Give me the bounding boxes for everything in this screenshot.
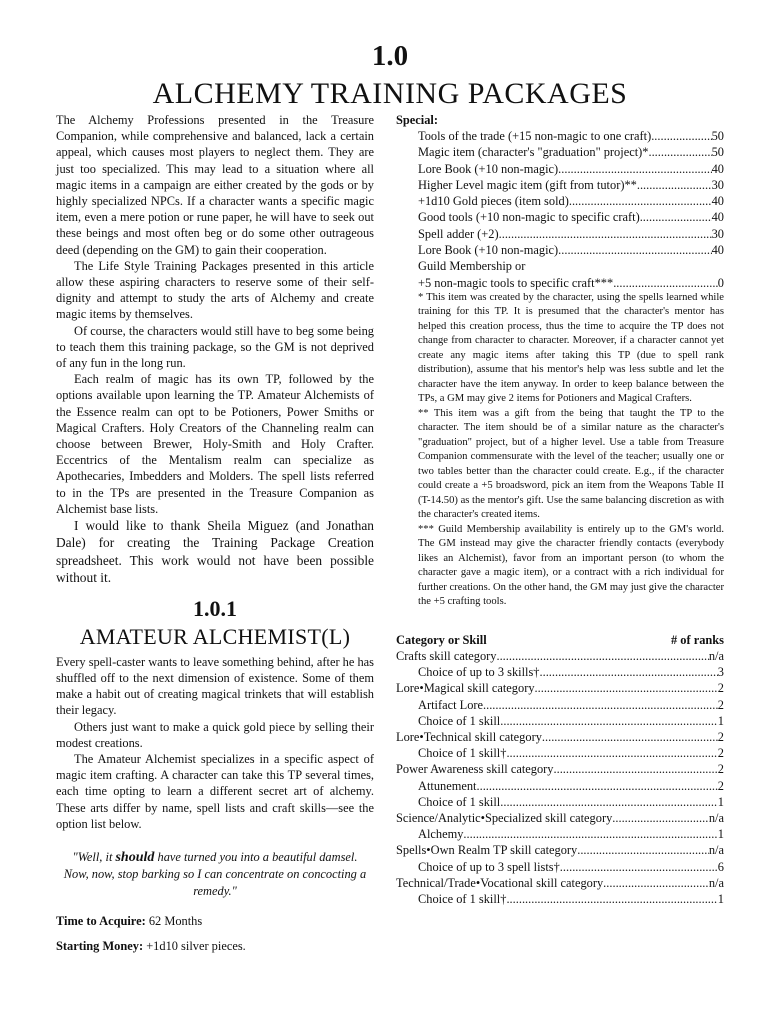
chapter-number: 1.0 (371, 40, 409, 72)
section-paragraph-1: Every spell-caster wants to leave something behind, after he has shuffled off to the next dimension of existence. Some of them make a habit out of creating magical trinkets that will establish their legacy. (56, 654, 374, 718)
skills-table-header (396, 632, 724, 648)
skill-label: Choice of up to 3 spell lists† (418, 859, 560, 874)
skill-ranks: 1 (717, 713, 724, 728)
table-row (396, 729, 724, 745)
skill-ranks: 6 (717, 859, 724, 874)
money-value: +1d10 silver pieces. (146, 939, 246, 954)
special-item (396, 226, 724, 242)
table-row (396, 713, 724, 729)
right-column (396, 112, 724, 907)
skill-ranks: n/a (708, 875, 724, 890)
flavor-quote (60, 849, 370, 900)
intro-paragraph-1: The Alchemy Professions presented in the Treasure Companion, while comprehensive and balanced, lack a certain appeal, which causes most players to neglect them. They are just too specialized. This may lead to a situation where all magic items in a campaign are either created by the gods or by highly specialized NPCs. If a character wants a specific magic item, even a mere potion or rune paper, he will have to seek out these beings and most often beg or do some other outrageous deed (depending on the GM) to gain their cooperation. (56, 113, 374, 257)
special-item-label: +1d10 Gold pieces (item sold) (418, 194, 569, 209)
skill-label: Attunement (418, 778, 477, 793)
special-item-value: 0 (717, 275, 724, 290)
quote-emphasis: should (115, 849, 155, 865)
table-row (396, 794, 724, 810)
guild-line: Guild Membership or (418, 259, 526, 274)
skill-label: Alchemy (418, 827, 464, 842)
skill-ranks: n/a (708, 811, 724, 825)
table-row (396, 697, 724, 713)
special-item (396, 177, 724, 193)
table-row (396, 859, 724, 875)
special-item-label: Magic item (character's "graduation" project)* (418, 145, 649, 160)
special-item-label: Spell adder (+2) (418, 226, 499, 241)
table-row (396, 680, 724, 696)
quote-start: "Well, it (72, 849, 116, 864)
special-item (396, 242, 724, 258)
column-ranks: # of ranks (670, 632, 724, 647)
skill-label: Choice of 1 skill (418, 794, 501, 809)
starting-money (56, 938, 374, 954)
special-item (396, 144, 724, 160)
special-item-value: 40 (711, 210, 724, 225)
skills-table (396, 648, 724, 907)
special-item-value: 40 (711, 243, 724, 258)
skill-ranks: 1 (717, 794, 724, 809)
special-item (396, 161, 724, 177)
skill-ranks: 2 (717, 697, 724, 712)
special-item (396, 128, 724, 144)
special-item-value: 30 (711, 177, 724, 192)
table-row (396, 875, 724, 891)
special-item-value: 50 (711, 145, 724, 160)
skill-ranks: 2 (717, 762, 724, 777)
skill-ranks: 1 (717, 892, 724, 907)
intro-paragraph-3: Of course, the characters would still have to beg some being to teach them this training package, so the GM is not deprived of any fun in the long run. (56, 323, 374, 371)
skill-ranks: 3 (717, 665, 724, 680)
skill-label: Choice of 1 skill (418, 713, 501, 728)
skill-label: Science/Analytic•Specialized skill category (396, 811, 613, 825)
column-category: Category or Skill (396, 632, 487, 647)
section-paragraph-2: Others just want to make a quick gold piece by selling their modest creations. (56, 719, 374, 750)
table-row (396, 842, 724, 858)
skill-ranks: n/a (708, 648, 724, 663)
special-item-value: 50 (711, 129, 724, 143)
special-item-label: +5 non-magic tools to specific craft*** (418, 275, 614, 290)
section-paragraph-3: The Amateur Alchemist specializes in a specific aspect of magic item crafting. A character can take this TP several times, each time opting to learn a different secret art of alchemy. These arts differ by name, spell lists and craft skills—see the option list below. (56, 751, 374, 831)
special-item (396, 209, 724, 225)
skill-label: Spells•Own Realm TP skill category (396, 843, 578, 858)
thanks-paragraph: I would like to thank Sheila Miguez (and Jonathan Dale) for creating the Training Package Creation spreadsheet. This work would not have been possible without it. (56, 518, 374, 586)
quote-end: have turned you into a beautiful damsel. Now, now, stop barking so I can concentrate on concocting a remedy." (63, 849, 367, 898)
skill-label: Lore•Magical skill category (396, 681, 535, 696)
special-item-label: Tools of the trade (+15 non-magic to one craft) (418, 129, 652, 143)
footnote-1: * This item was created by the character, using the spells learned while training for this TP. It is presumed that the character's mentor has helped this creation process, thus the time to acquire the TP does not change from character to character. Moreover, if a character cannot yet create any magic items after taking this TP (due to spell rank distribution), assume that his mentor's help was less subtle and let the character have the item anyway. In order to keep balance between the TPs, a GM may give 2 items for Potioners and Magical Crafters. (418, 291, 724, 405)
skill-label: Artifact Lore (418, 697, 484, 712)
skill-ranks: n/a (708, 843, 724, 858)
table-row (396, 810, 724, 826)
special-item-value: 30 (711, 226, 724, 241)
table-row (396, 648, 724, 664)
special-item-label: Good tools (+10 non-magic to specific craft) (418, 210, 640, 225)
skill-label: Lore•Technical skill category (396, 729, 542, 744)
skill-label: Choice of up to 3 skills† (418, 665, 540, 680)
footnote-3: *** Guild Membership availability is entirely up to the GM's world. The GM instead may give the character friendly contacts (everybody likes an Alchemist), favor from an important person (to whom the character gave a magic item), or a contract with a rich individual for further creations. On the other hand, the GM may just give the character the +5 crafting tools. (418, 523, 724, 608)
skill-label: Crafts skill category (396, 648, 497, 663)
table-row (396, 761, 724, 777)
skill-label: Choice of 1 skill† (418, 892, 507, 907)
special-item-label: Lore Book (+10 non-magic) (418, 161, 559, 176)
skill-ranks: 2 (717, 778, 724, 793)
special-item-value: 40 (711, 194, 724, 209)
skill-ranks: 2 (717, 681, 724, 696)
table-row (396, 745, 724, 761)
left-column (56, 112, 374, 963)
skill-ranks: 2 (717, 746, 724, 761)
table-row (396, 778, 724, 794)
skill-label: Power Awareness skill category (396, 762, 554, 777)
footnote-2: ** This item was a gift from the being that taught the TP to the character. The item should be of a similar nature as the character's "graduation" project, but of a higher level. Use a table from Treasure Companion commensurate with the level of the teacher; usually one or two tables better than the character could create. E.g., if the character could create a +5 broadsword, pick an item from the Weapons Table II (T-14.50) as the mentor's gift. Use the same balancing discretion as with the character's created items. (418, 407, 725, 521)
time-value: 62 Months (148, 914, 203, 929)
table-row (396, 664, 724, 680)
time-to-acquire (56, 913, 374, 929)
skill-label: Choice of 1 skill† (418, 746, 507, 761)
special-item-label: Lore Book (+10 non-magic) (418, 243, 559, 258)
skill-ranks: 1 (717, 827, 724, 842)
skill-ranks: 2 (717, 729, 724, 744)
special-heading: Special: (396, 113, 438, 127)
intro-paragraph-4: Each realm of magic has its own TP, followed by the options available upon learning the TP. Amateur Alchemists of the Essence realm can opt to be Potioners, Power Smiths or Magical Crafters. Holy Creators of the Channeling realm can choose between Brewer, Holy-Smith and Holy Crafter. Eccentrics of the Mentalism realm can specialize as Apothecaries, Imbedders and Molders. The spell lists referred to in the TPs are presented in the Treasure Companion as Alchemist base lists. (56, 372, 374, 516)
section-number: 1.0.1 (193, 595, 237, 621)
special-item-label: Higher Level magic item (gift from tutor)** (418, 177, 637, 192)
chapter-title: ALCHEMY TRAINING PACKAGES (152, 77, 628, 110)
table-row (396, 891, 724, 907)
money-label: Starting Money: (56, 939, 144, 954)
skill-label: Technical/Trade•Vocational skill category (396, 875, 604, 890)
time-label: Time to Acquire: (56, 914, 146, 929)
section-title: AMATEUR ALCHEMIST(L) (79, 623, 351, 649)
special-item-value: 40 (711, 161, 724, 176)
table-row (396, 826, 724, 842)
special-item (396, 275, 724, 291)
special-item (396, 193, 724, 209)
intro-paragraph-2: The Life Style Training Packages presented in this article allow these aspiring characters to reserve some of their self-dignity and attempt to study the arts of Alchemy and create magic items by themselves. (56, 258, 374, 322)
